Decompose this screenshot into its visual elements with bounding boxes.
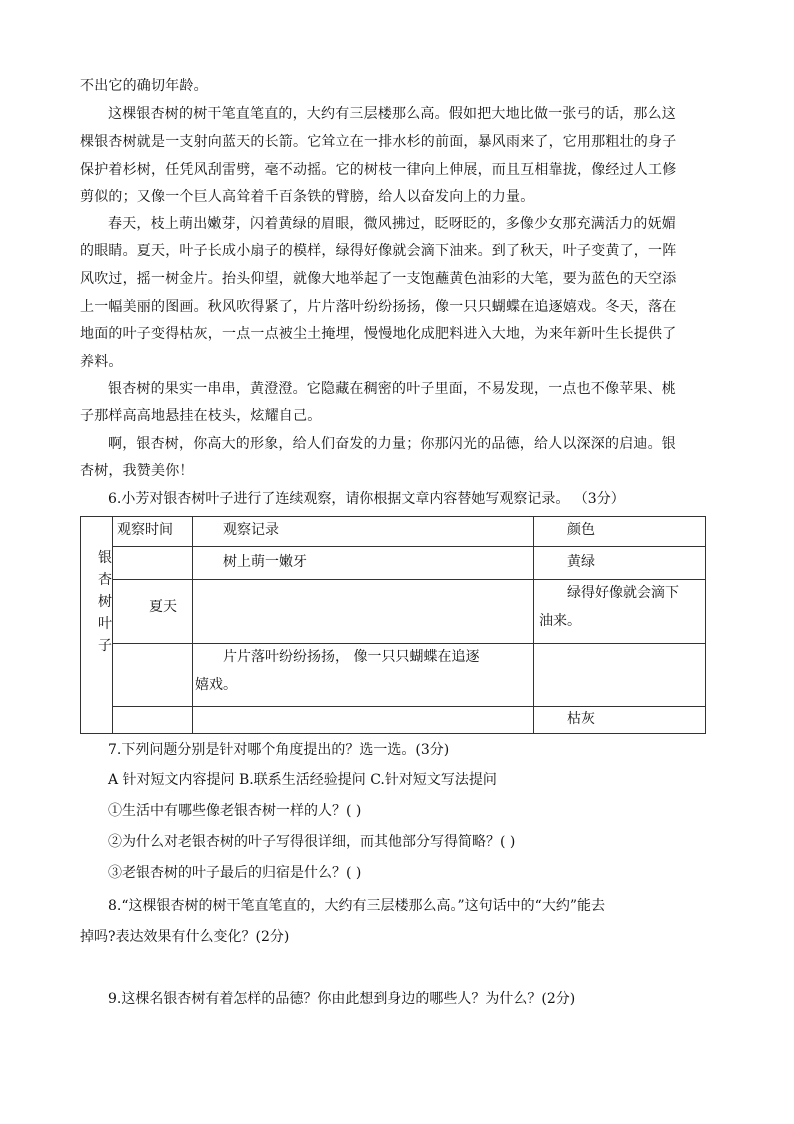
question-7-options: A 针对短文内容提问 B.联系生活经验提问 C.针对短文写法提问: [108, 772, 497, 788]
table-side-label: [95, 547, 115, 657]
question-6-title: 6.小芳对银杏树叶子进行了连续观察，请你根据文章内容替她写观察记录。 （3分）: [108, 491, 625, 507]
passage-line: 风吹过，摇一树金片。抬头仰望，就像大地举起了一支饱蘸黄色油彩的大笔，要为蓝色的天空添: [80, 271, 677, 287]
row3-record-line2: 嬉戏。: [195, 677, 237, 693]
passage-line: 杏树，我赞美你！: [80, 463, 194, 479]
row4-color: 枯灰: [567, 711, 595, 727]
row2-color-line2: 油来。: [539, 613, 581, 629]
table-grid-line: [192, 517, 193, 733]
question-9-title: 9.这棵名银杏树有着怎样的品德？你由此想到身边的哪些人？为什么？(2分): [108, 991, 576, 1007]
table-grid-line: [112, 706, 705, 707]
table-grid-line: [112, 579, 705, 580]
question-7-item-2: ②为什么对老银杏树的叶子写得很详细，而其他部分写得简略？( ): [108, 834, 516, 850]
passage-line: 啊，银杏树，你高大的形象，给人们奋发的力量；你那闪光的品德，给人以深深的启迪。银: [108, 436, 676, 452]
passage-line: 春天，枝上萌出嫩芽，闪着黄绿的眉眼，微风拂过，眨呀眨的，多像少女那充满活力的妩媚: [108, 216, 676, 232]
passage-line: 的眼睛。夏天，叶子长成小扇子的模样，绿得好像就会滴下油来。到了秋天，叶子变黄了，一阵: [80, 243, 677, 259]
side-label-char: 树: [98, 594, 112, 610]
table-grid-line: [112, 643, 705, 644]
question-8-line1: 8.“这棵银杏树的树干笔直笔直的，大约有三层楼那么高。”这句话中的“大约”能去: [108, 898, 605, 914]
side-label-char: 子: [98, 638, 112, 654]
observation-table: [80, 516, 706, 734]
header-time: 观察时间: [117, 522, 173, 538]
row2-time: 夏天: [149, 599, 177, 615]
passage-line: 不出它的确切年龄。: [80, 78, 208, 94]
row1-color: 黄绿: [567, 554, 595, 570]
side-label-char: 杏: [98, 572, 112, 588]
question-8-line2: 掉吗?表达效果有什么变化？(2分): [80, 929, 290, 945]
row1-record: 树上萌一嫩牙: [223, 554, 307, 570]
side-label-char: 银: [98, 550, 112, 566]
header-record: 观察记录: [223, 522, 279, 538]
row3-record-line1: 片片落叶纷纷扬扬， 像一只只蝴蝶在追逐: [223, 649, 480, 665]
passage-line: 剪似的；又像一个巨人高耸着千百条铁的臂膀，给人以奋发向上的力量。: [80, 189, 535, 205]
passage-line: 地面的叶子变得枯灰，一点一点被尘土掩埋，慢慢地化成肥料进入大地，为来年新叶生长提供了: [80, 326, 677, 342]
side-label-char: 叶: [98, 616, 112, 632]
question-7-item-1: ①生活中有哪些像老银杏树一样的人？( ): [108, 803, 362, 819]
header-color: 颜色: [567, 522, 595, 538]
question-7-item-3: ③老银杏树的叶子最后的归宿是什么？( ): [108, 865, 362, 881]
passage-line: 子那样高高地悬挂在枝头，炫耀自己。: [80, 408, 322, 424]
passage-line: 养料。: [80, 354, 123, 370]
passage-line: 保护着杉树，任凭风刮雷劈，毫不动摇。它的树枝一律向上伸展，而且互相靠拢，像经过人工修: [80, 162, 677, 178]
row2-color-line1: 绿得好像就会滴下: [567, 585, 679, 601]
table-grid-line: [112, 546, 705, 547]
passage-line: 棵银杏树就是一支射向蓝天的长箭。它耸立在一排水杉的前面，暴风雨来了，它用那粗壮的身子: [80, 134, 677, 150]
table-grid-line: [533, 517, 534, 733]
passage-line: 上一幅美丽的图画。秋风吹得紧了，片片落叶纷纷扬扬，像一只只蝴蝶在追逐嬉戏。冬天，落在: [80, 299, 677, 315]
question-7-title: 7.下列问题分别是针对哪个角度提出的？选一选。(3分): [108, 742, 450, 758]
passage-line: 银杏树的果实一串串，黄澄澄。它隐藏在稠密的叶子里面，不易发现，一点也不像苹果、桃: [108, 381, 676, 397]
passage-line: 这棵银杏树的树干笔直笔直的，大约有三层楼那么高。假如把大地比做一张弓的话，那么这: [108, 106, 676, 122]
